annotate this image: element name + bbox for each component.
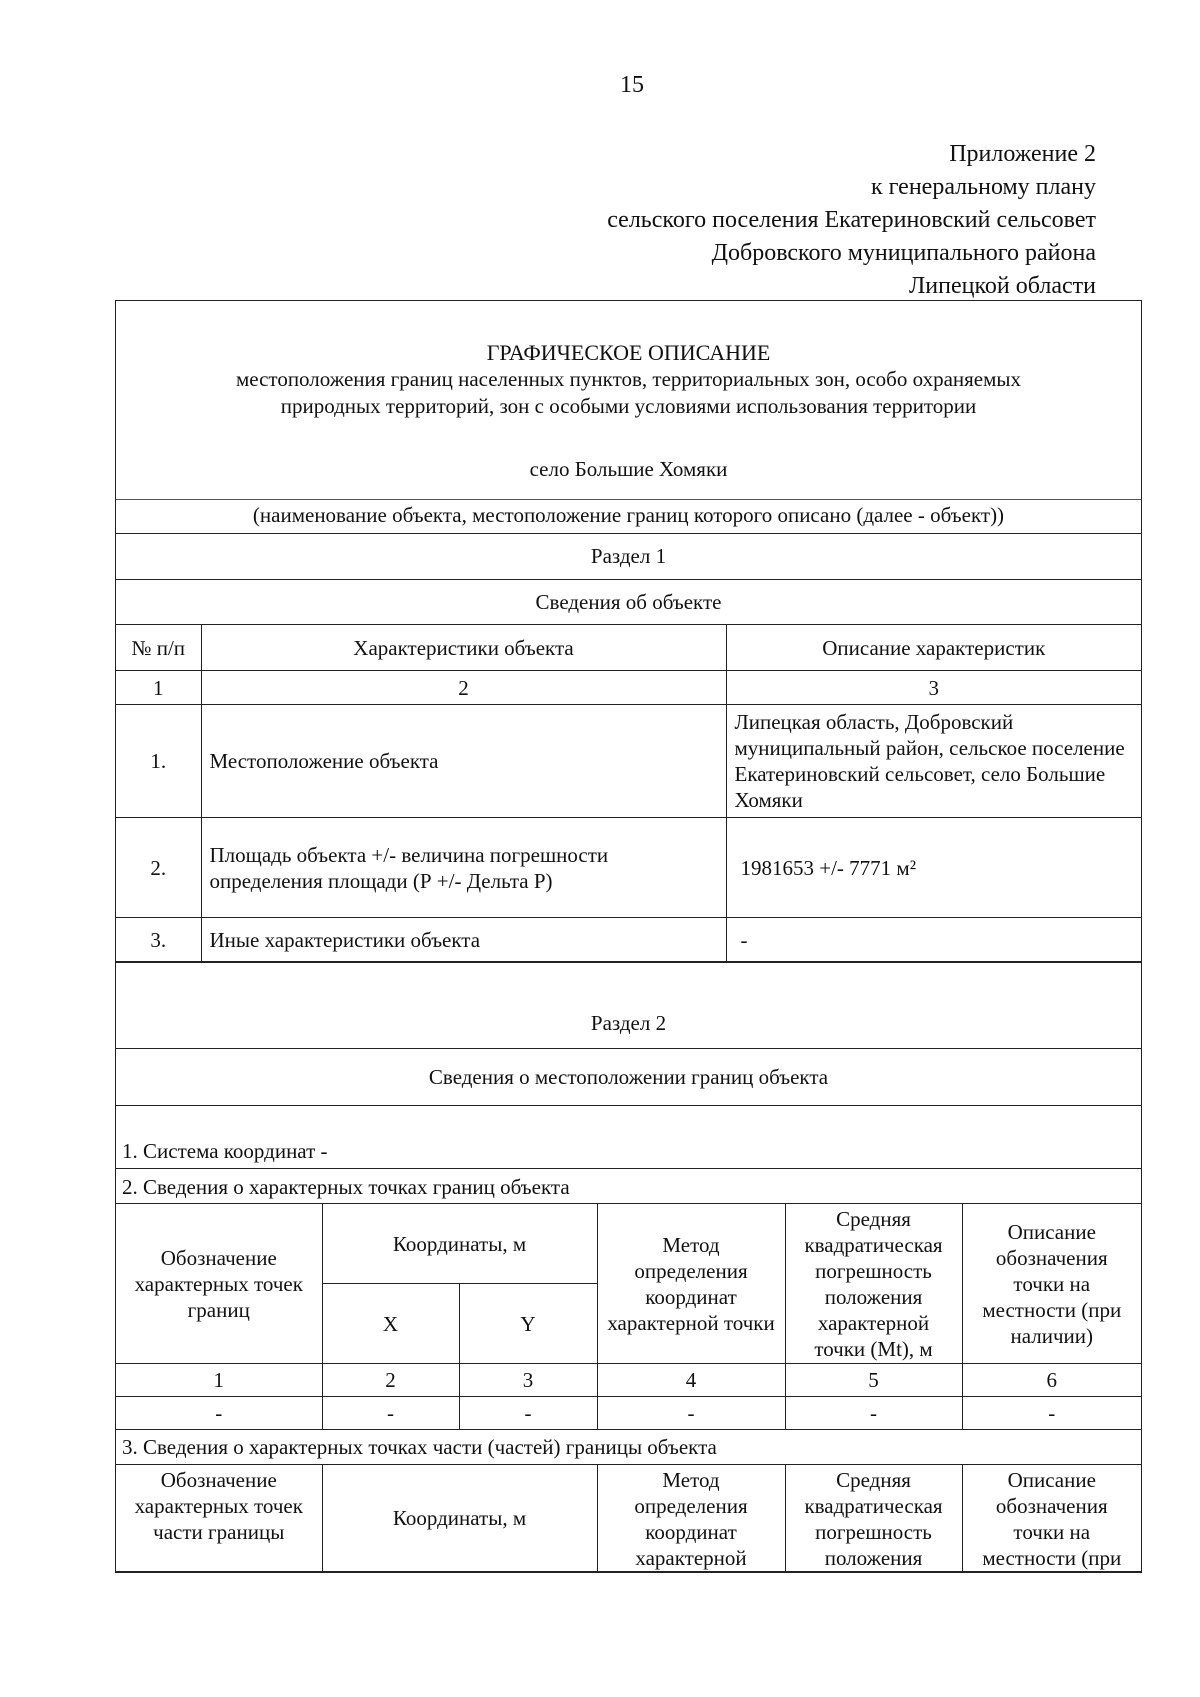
- column-number: 5: [785, 1364, 962, 1397]
- coordinate-system: 1. Система координат -: [116, 1105, 1141, 1168]
- appendix-line: сельского поселения Екатериновский сельсовет: [607, 207, 1096, 233]
- column-number: 3: [459, 1364, 597, 1397]
- table-cell: -: [116, 1397, 322, 1430]
- table-cell: -: [459, 1397, 597, 1430]
- points-title: 2. Сведения о характерных точках границ объекта: [116, 1168, 1141, 1203]
- column-number: 2: [322, 1364, 459, 1397]
- column-number: 1: [116, 671, 201, 705]
- row-number: 3.: [116, 918, 201, 962]
- column-header: Метод определения координат характерной: [597, 1465, 785, 1572]
- table-header-row: [116, 625, 1141, 671]
- column-header: Обозначение характерных точек части границы: [116, 1465, 322, 1572]
- appendix-line: Приложение 2: [949, 141, 1096, 167]
- characteristic-name: Площадь объекта +/- величина погрешности определения площади (Р +/- Дельта Р): [201, 818, 726, 918]
- characteristic-value: -: [726, 918, 1141, 962]
- section1-title: Раздел 1: [116, 533, 1141, 579]
- table-row: [116, 705, 1141, 818]
- row-number: 1.: [116, 705, 201, 818]
- table-cell: -: [597, 1397, 785, 1430]
- characteristic-name: Местоположение объекта: [201, 705, 726, 818]
- form-subtitle: природных территорий, зон с особыми условиями использования территории: [280, 394, 977, 418]
- column-number-row: [116, 1364, 1141, 1397]
- appendix-header: [607, 138, 1096, 303]
- column-header: Метод определения координат характерной точки: [597, 1204, 785, 1364]
- table-cell: -: [785, 1397, 962, 1430]
- appendix-line: Липецкой области: [909, 273, 1096, 299]
- form-subtitle: местоположения границ населенных пунктов, территориальных зон, особо охраняемых: [235, 367, 1022, 391]
- column-header: X: [322, 1284, 459, 1364]
- page-number: 15: [620, 72, 644, 98]
- table-cell: -: [962, 1397, 1141, 1430]
- table-row: [116, 918, 1141, 962]
- column-number-row: [116, 671, 1141, 705]
- object-info-table: [116, 624, 1141, 962]
- parts-title-row: [116, 1430, 1141, 1465]
- object-name: село Большие Хомяки: [529, 457, 728, 481]
- section1-subtitle: Сведения об объекте: [116, 579, 1141, 624]
- characteristic-value: Липецкая область, Добровский муниципальный район, сельское поселение Екатериновский сельсовет, село Большие Хомяки: [726, 705, 1141, 818]
- column-number: 2: [201, 671, 726, 705]
- column-header: Описание обозначения точки на местности (при: [962, 1465, 1141, 1572]
- column-header: Средняя квадратическая погрешность положения: [785, 1465, 962, 1572]
- boundary-points-table: [116, 1203, 1141, 1572]
- column-header: № п/п: [116, 625, 201, 671]
- column-number: 4: [597, 1364, 785, 1397]
- column-header: Описание характеристик: [726, 625, 1141, 671]
- column-header: Средняя квадратическая погрешность положения характерной точки (Mt), м: [785, 1204, 962, 1364]
- column-header: Описание обозначения точки на местности (при наличии): [962, 1204, 1141, 1364]
- table-header-row: [116, 1204, 1141, 1284]
- characteristic-name: Иные характеристики объекта: [201, 918, 726, 962]
- characteristic-value: 1981653 +/- 7771 м²: [726, 818, 1141, 918]
- table-row: [116, 818, 1141, 918]
- column-header: Координаты, м: [322, 1204, 597, 1284]
- form-title: ГРАФИЧЕСКОЕ ОПИСАНИЕ: [486, 340, 771, 365]
- appendix-line: Добровского муниципального района: [711, 240, 1096, 266]
- section2-title: Раздел 2: [116, 962, 1141, 1048]
- object-caption: (наименование объекта, местоположение границ которого описано (далее - объект)): [116, 499, 1141, 533]
- section2-subtitle: Сведения о местоположении границ объекта: [116, 1048, 1141, 1105]
- table-row: [116, 1397, 1141, 1430]
- column-header: Y: [459, 1284, 597, 1364]
- parts-title: 3. Сведения о характерных точках части (частей) границы объекта: [116, 1430, 1141, 1465]
- column-header: Характеристики объекта: [201, 625, 726, 671]
- column-header: Координаты, м: [322, 1465, 597, 1572]
- form-title-block: [116, 301, 1141, 499]
- column-number: 1: [116, 1364, 322, 1397]
- table-header-row: [116, 1465, 1141, 1572]
- graphic-description-form: [115, 300, 1142, 1573]
- table-cell: -: [322, 1397, 459, 1430]
- appendix-line: к генеральному плану: [870, 174, 1096, 200]
- column-number: 3: [726, 671, 1141, 705]
- column-header: Обозначение характерных точек границ: [116, 1204, 322, 1364]
- column-number: 6: [962, 1364, 1141, 1397]
- row-number: 2.: [116, 818, 201, 918]
